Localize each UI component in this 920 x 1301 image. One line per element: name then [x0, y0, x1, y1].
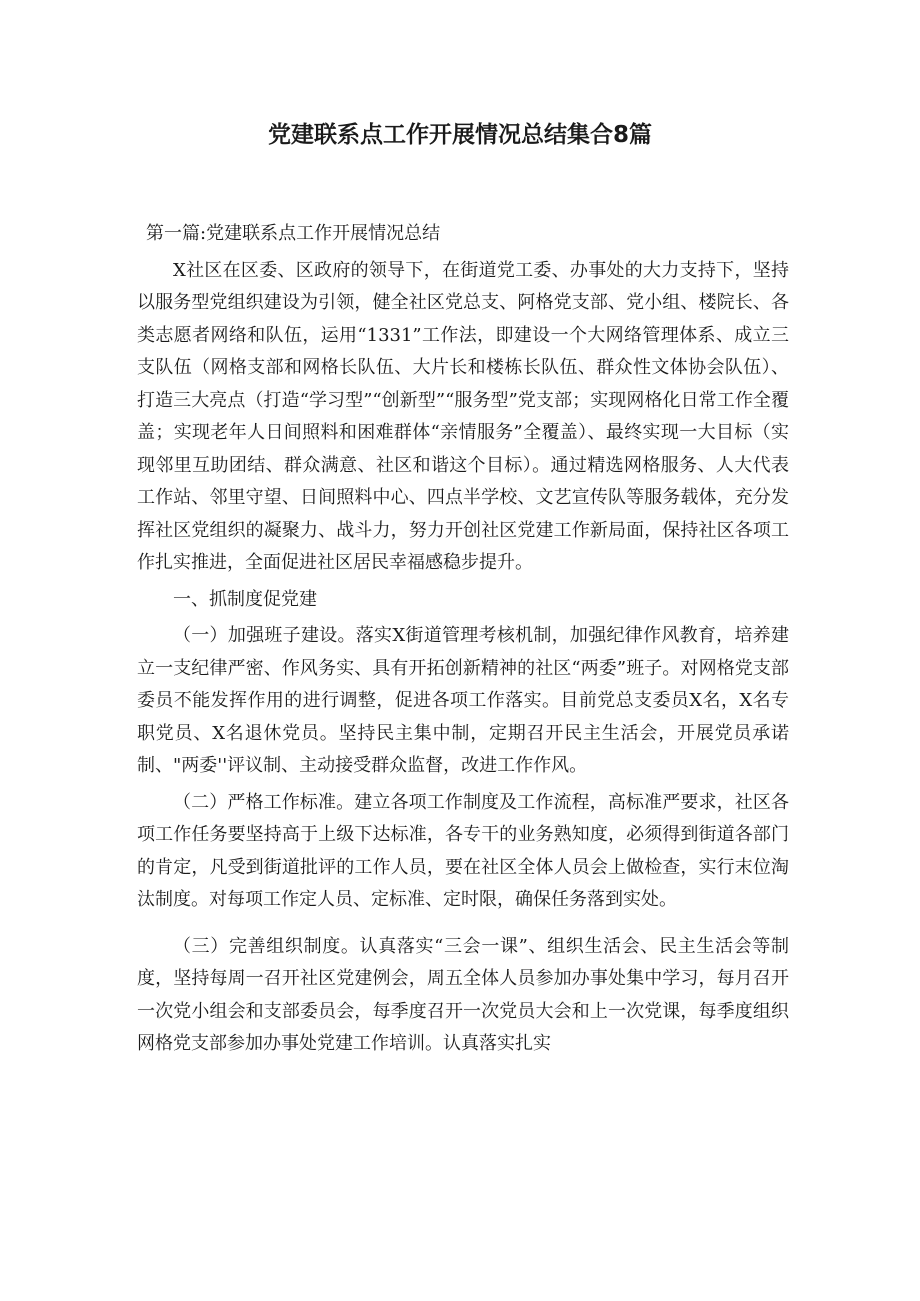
paragraph-item-1: （一）加强班子建设。落实X街道管理考核机制，加强纪律作风教育，培养建立一支纪律严密、作风务实、具有开拓创新精神的社区“两委”班子。对网格党支部委员不能发挥作用的进行调整，促进各项工作落实。目前党总支委员X名，X名专职党员、X名退休党员。坚持民主集中制，定期召开民主生活会，开展党员承诺制、"两委''评议制、主动接受群众监督，改进工作作风。 [137, 625, 789, 776]
section-heading: 一、抓制度促党建 [173, 588, 317, 610]
paragraph-item-2: （二）严格工作标准。建立各项工作制度及工作流程，高标准严要求，社区各项工作任务要坚持高于上级下达标准，各专干的业务熟知度，必须得到街道各部门的肯定，凡受到街道批评的工作人员，要在社区全体人员会上做检查，实行末位淘汰制度。对每项工作定人员、定标准、定时限，确保任务落到实处。 [137, 791, 789, 910]
document-title: 党建联系点工作开展情况总结集合8篇 [267, 122, 652, 148]
paragraph-item-3: （三）完善组织制度。认真落实“三会一课”、组织生活会、民主生活会等制度，坚持每周一召开社区党建例会，周五全体人员参加办事处集中学习，每月召开一次党小组会和支部委员会，每季度召开一次党员大会和上一次党课，每季度组织网格党支部参加办事处党建工作培训。认真落实扎实 [137, 935, 789, 1054]
intro-paragraph: X社区在区委、区政府的领导下，在街道党工委、办事处的大力支持下，坚持以服务型党组织建设为引领，健全社区党总支、阿格党支部、党小组、楼院长、各类志愿者网络和队伍，运用“1331”工作法，即建设一个大网络管理体系、成立三支队伍（网格支部和网格长队伍、大片长和楼栋长队伍、群众性文体协会队伍）、打造三大亮点（打造“学习型”“创新型”“服务型”党支部；实现网格化日常工作全覆盖；实现老年人日间照料和困难群体“亲情服务”全覆盖）、最终实现一大目标（实现邻里互助团结、群众满意、社区和谐这个目标）。通过精选网格服务、人大代表工作站、邻里守望、日间照料中心、四点半学校、文艺宣传队等服务载体，充分发挥社区党组织的凝聚力、战斗力，努力开创社区党建工作新局面，保持社区各项工作扎实推进，全面促进社区居民幸福感稳步提升。 [137, 259, 789, 573]
chapter-heading: 第一篇:党建联系点工作开展情况总结 [146, 223, 441, 244]
document-body [137, 218, 789, 1065]
